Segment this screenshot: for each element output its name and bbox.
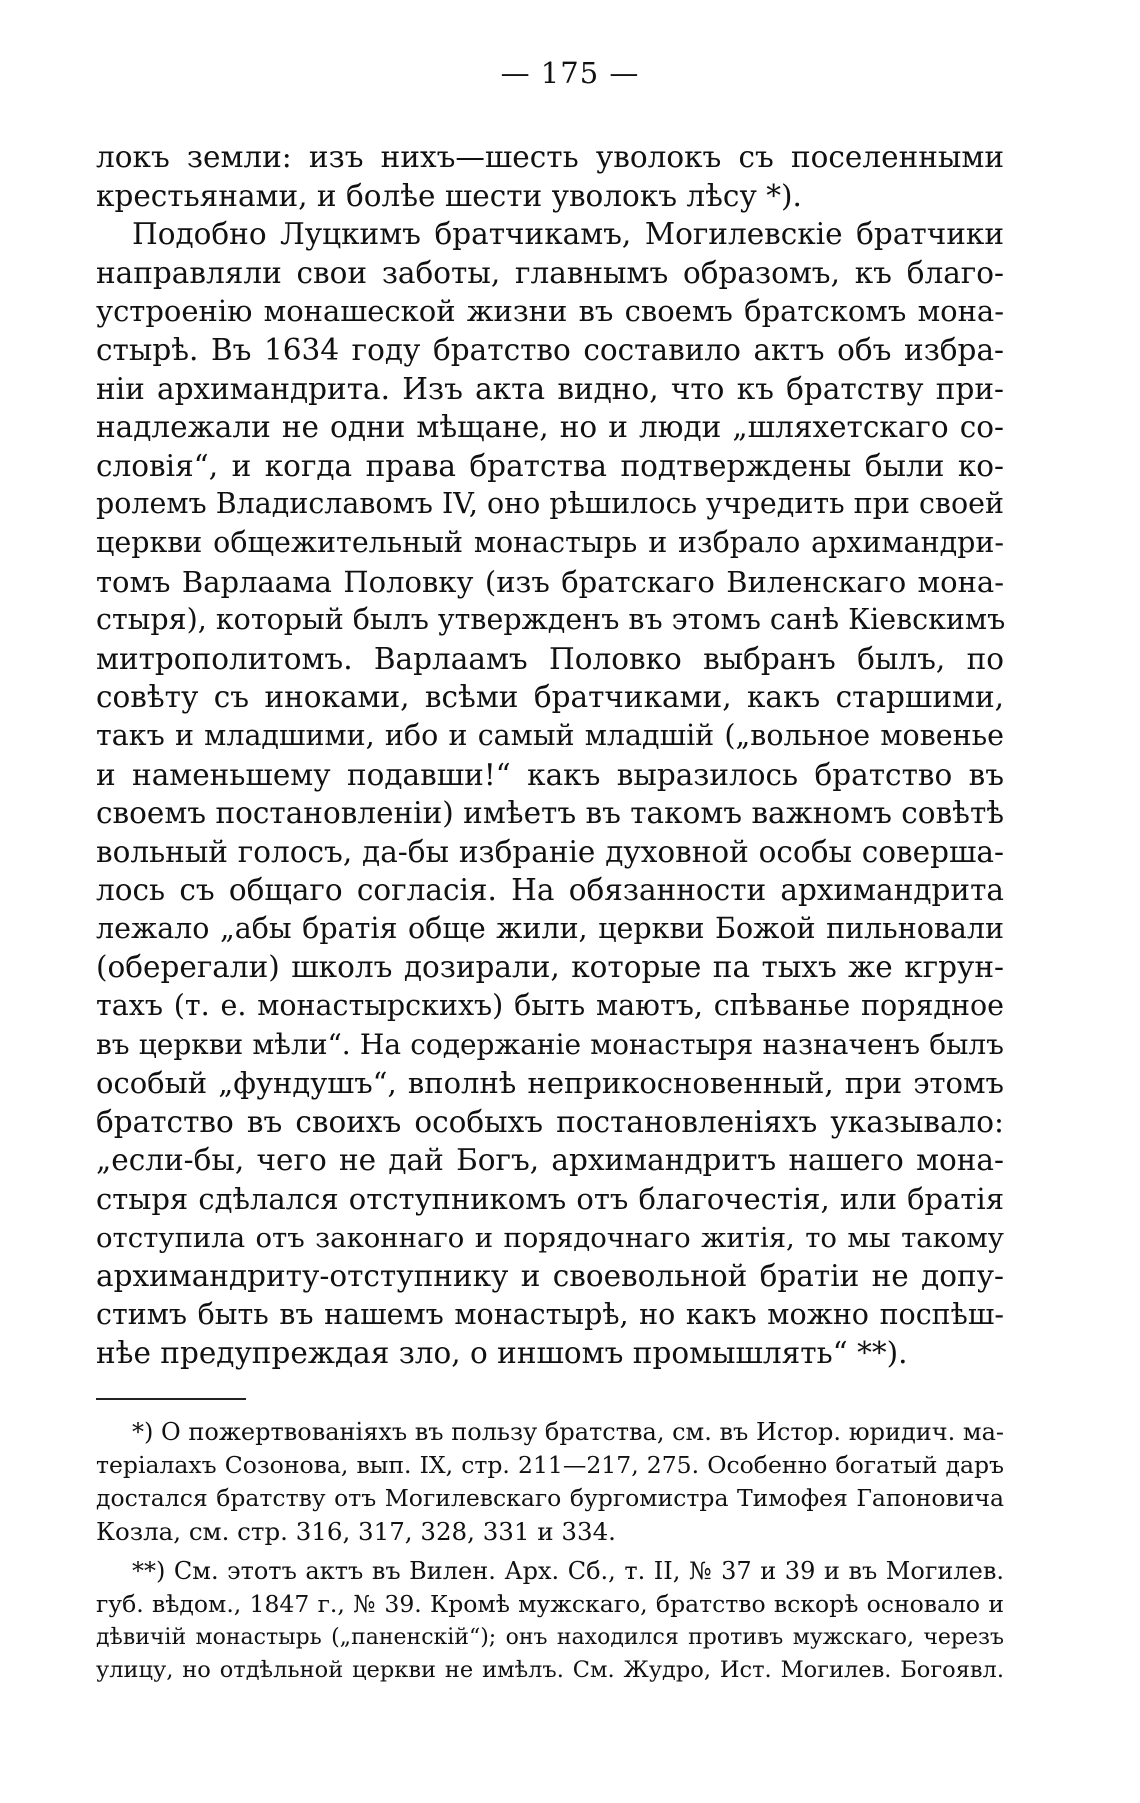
text-line: отступила отъ законнаго и порядочнаго житія, то мы такому bbox=[96, 1221, 1004, 1254]
text-line: устроенію монашеской жизни въ своемъ братскомъ мона- bbox=[96, 294, 1004, 329]
text-line: ролемъ Владиславомъ IV, оно рѣшилось учредить при своей bbox=[96, 487, 1004, 521]
footnote-separator bbox=[96, 1398, 246, 1400]
text-line: нѣе предупреждая зло, о иншомъ промышлять“ **). bbox=[96, 1336, 908, 1371]
footnote-1 bbox=[96, 1416, 1004, 1548]
text-line: стимъ быть въ нашемъ монастырѣ, но какъ можно поспѣш- bbox=[96, 1297, 1004, 1331]
text-line: особый „фундушъ“, вполнѣ неприкосновенный, при этомъ bbox=[96, 1066, 1004, 1101]
text-line: словія“, и когда права братства подтверждены были ко- bbox=[96, 448, 1004, 483]
text-line: Подобно Луцкимъ братчикамъ, Могилевскіе братчики bbox=[132, 217, 1004, 252]
text-line: „если-бы, чего не дай Богъ, архимандритъ нашего мона- bbox=[96, 1143, 1004, 1178]
footnote-line: достался братству отъ Могилевскаго бургомистра Тимофея Гапоновича bbox=[96, 1484, 1004, 1512]
footnote-line: **) См. этотъ актъ въ Вилен. Арх. Сб., т. II, № 37 и 39 и въ Могилев. bbox=[132, 1557, 1004, 1585]
footnote-gap bbox=[96, 1548, 1004, 1555]
text-line: и наменьшему подавши!“ какъ выразилось братство въ bbox=[96, 757, 1004, 792]
text-line: лежало „абы братія обще жили, церкви Божой пильновали bbox=[96, 911, 1004, 945]
text-line: локъ земли: изъ нихъ—шесть уволокъ съ поселенными bbox=[96, 140, 1004, 174]
text-line: архимандриту-отступнику и своевольной братіи не допу- bbox=[96, 1259, 1004, 1294]
text-line: братство въ своихъ особыхъ постановленіяхъ указывало: bbox=[96, 1104, 1004, 1139]
text-line: (оберегали) школъ дозирали, которые па тыхъ же кгрун- bbox=[96, 950, 1004, 985]
footnotes bbox=[96, 1416, 1004, 1687]
footnote-line: теріалахъ Созонова, вып. IX, стр. 211—217, 275. Особенно богатый даръ bbox=[96, 1451, 1004, 1479]
text-line: лось съ общаго согласія. На обязанности архимандрита bbox=[96, 873, 1004, 908]
main-text bbox=[96, 138, 1004, 1373]
text-line: митрополитомъ. Варлаамъ Половко выбранъ былъ, по bbox=[96, 641, 1004, 676]
text-line: крестьянами, и болѣе шести уволокъ лѣсу *). bbox=[96, 178, 802, 213]
page-number: — 175 — bbox=[500, 56, 640, 90]
text-line: томъ Варлаама Половку (изъ братскаго Виленскаго мона- bbox=[96, 564, 1004, 599]
footnote-line: дѣвичій монастырь („паненскій“); онъ находился противъ мужскаго, черезъ bbox=[96, 1625, 1004, 1650]
text-line: стыря), который былъ утвержденъ въ этомъ санѣ Кіевскимъ bbox=[96, 603, 1006, 637]
text-line: направляли свои заботы, главнымъ образомъ, къ благо- bbox=[96, 255, 1004, 290]
footnote-2 bbox=[96, 1555, 1004, 1687]
text-line: вольный голосъ, да-бы избраніе духовной особы соверша- bbox=[96, 834, 1004, 869]
text-line: въ церкви мѣли“. На содержаніе монастыря назначенъ былъ bbox=[96, 1027, 1004, 1061]
text-line: надлежали не одни мѣщане, но и люди „шляхетскаго со- bbox=[96, 410, 1004, 445]
footnote-line: *) О пожертвованіяхъ въ пользу братства, см. въ Истор. юридич. ма- bbox=[132, 1418, 1004, 1446]
footnote-line: губ. вѣдом., 1847 г., № 39. Кромѣ мужскаго, братство вскорѣ основало и bbox=[96, 1590, 1004, 1618]
text-line: стыря сдѣлался отступникомъ отъ благочестія, или братія bbox=[96, 1182, 1004, 1217]
text-line: тахъ (т. е. монастырскихъ) быть маютъ, спѣванье порядное bbox=[96, 989, 1004, 1023]
footnote-line: Козла, см. стр. 316, 317, 328, 331 и 334. bbox=[96, 1517, 616, 1546]
footnote-line: улицу, но отдѣльной церкви не имѣлъ. См. Жудро, Ист. Могилев. Богоявл. bbox=[96, 1657, 1004, 1683]
text-line: церкви общежительный монастырь и избрало архимандри- bbox=[96, 525, 1004, 559]
text-line: такъ и младшими, ибо и самый младшій („вольное мовенье bbox=[96, 718, 1004, 752]
text-line: совѣту съ иноками, всѣми братчиками, какъ старшими, bbox=[96, 680, 1004, 715]
text-line: своемъ постановленіи) имѣетъ въ такомъ важномъ совѣтѣ bbox=[96, 796, 1005, 831]
text-line: стырѣ. Въ 1634 году братство составило актъ объ избра- bbox=[96, 332, 1004, 367]
text-line: ніи архимандрита. Изъ акта видно, что къ братству при- bbox=[96, 371, 1004, 406]
